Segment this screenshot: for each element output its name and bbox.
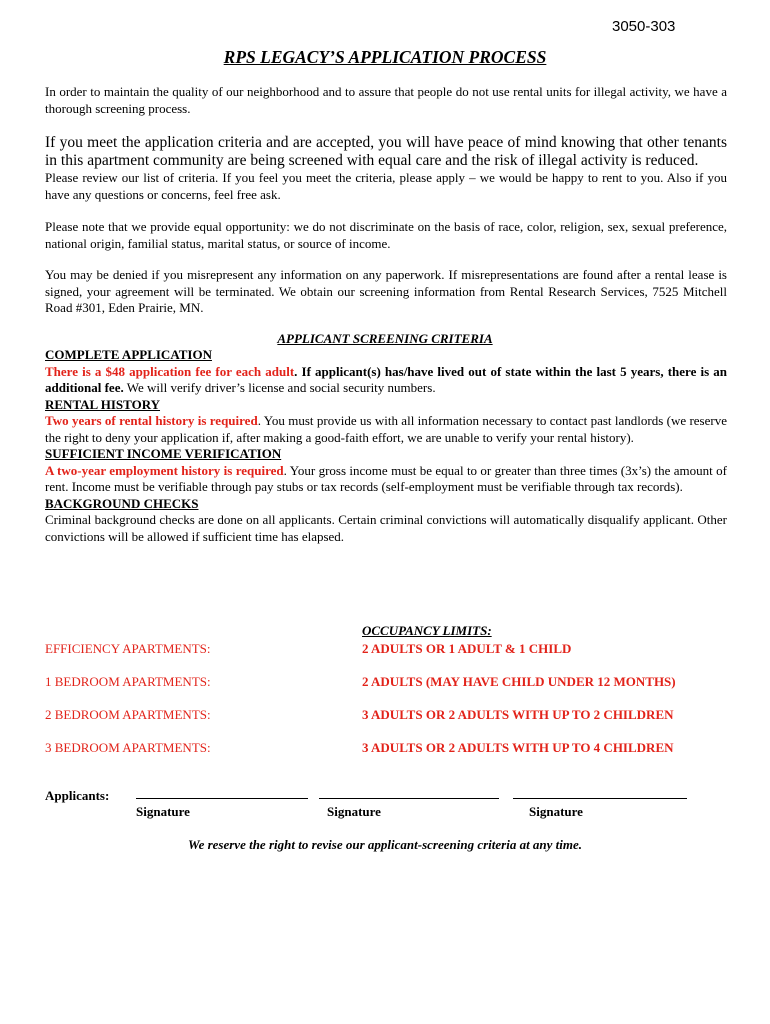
rental-history-details: . You must provide us with all information necessary to contact past landlords (we reserve the right to deny your application if, after making a good-faith effort, we are unable to verify your rental history). bbox=[45, 413, 727, 445]
intro-paragraph-3: Please review our list of criteria. If you feel you meet the criteria, please apply – we would be happy to rent to you. Also if you have any questions or concerns, feel free ask. bbox=[45, 170, 727, 202]
three-bedroom-label: 3 BEDROOM APARTMENTS: bbox=[45, 740, 211, 755]
rental-history-heading: RENTAL HISTORY bbox=[45, 396, 161, 412]
three-bedroom-limit: 3 ADULTS OR 2 ADULTS WITH UP TO 4 CHILDREN bbox=[362, 740, 674, 755]
two-bedroom-limit: 3 ADULTS OR 2 ADULTS WITH UP TO 2 CHILDREN bbox=[362, 707, 674, 722]
one-bedroom-label: 1 BEDROOM APARTMENTS: bbox=[45, 674, 211, 689]
employment-history-requirement: A two-year employment history is required bbox=[45, 462, 284, 478]
applicants-label: Applicants: bbox=[45, 788, 110, 803]
rental-history-requirement: Two years of rental history is required bbox=[45, 413, 258, 428]
complete-application-text bbox=[45, 364, 727, 397]
footer-note: We reserve the right to revise our applicant-screening criteria at any time. bbox=[187, 837, 583, 852]
document-number: 3050-303 bbox=[612, 18, 676, 35]
background-checks-text: Criminal background checks are done on all applicants. Certain criminal convictions will automatically disqualify applicant. Other convictions will be allowed if sufficient time has elapsed. bbox=[45, 512, 727, 544]
complete-application-heading: COMPLETE APPLICATION bbox=[45, 347, 212, 362]
criteria-title: APPLICANT SCREENING CRITERIA bbox=[277, 331, 493, 346]
signature-label-1: Signature bbox=[136, 804, 190, 819]
verify-text: We will verify driver’s license and social security numbers. bbox=[123, 380, 436, 395]
income-details: . Your gross income must be equal to or greater than three times (3x’s) the amount of rent. Income must be verifiable through pay stubs or tax records (self-employment must be verifiable through tax records). bbox=[45, 462, 727, 494]
efficiency-limit: 2 ADULTS OR 1 ADULT & 1 CHILD bbox=[362, 641, 572, 656]
out-of-state-text: . If applicant(s) has/have lived out of state within the last 5 years, there is an additional fee. bbox=[45, 363, 727, 395]
signature-label-3: Signature bbox=[529, 804, 583, 819]
signature-line-1[interactable] bbox=[136, 798, 308, 799]
two-bedroom-label: 2 BEDROOM APARTMENTS: bbox=[45, 707, 211, 722]
efficiency-label: EFFICIENCY APARTMENTS: bbox=[45, 641, 211, 656]
income-text bbox=[45, 463, 727, 496]
criteria-section bbox=[45, 347, 727, 545]
signature-label-2: Signature bbox=[327, 804, 381, 819]
misrepresentation-paragraph: You may be denied if you misrepresent any information on any paperwork. If misrepresentations are found after a rental lease is signed, your agreement will be terminated. We obtain our screening information from Rental Research Services, 7525 Mitchell Road #301, Eden Prairie, MN. bbox=[45, 267, 727, 315]
income-heading: SUFFICIENT INCOME VERIFICATION bbox=[45, 446, 282, 461]
equal-opportunity-paragraph: Please note that we provide equal opportunity: we do not discriminate on the basis of race, color, religion, sex, sexual preference, national origin, familial status, marital status, or source of income. bbox=[45, 219, 727, 251]
intro-paragraph-2: If you meet the application criteria and are accepted, you will have peace of mind knowing that other tenants in this apartment community are being screened with equal care and the risk of illegal activity is reduced. bbox=[45, 134, 727, 169]
one-bedroom-limit: 2 ADULTS (MAY HAVE CHILD UNDER 12 MONTHS) bbox=[362, 674, 676, 689]
page-title: RPS LEGACY’S APPLICATION PROCESS bbox=[223, 47, 547, 67]
signature-line-2[interactable] bbox=[319, 798, 499, 799]
occupancy-limits-heading: OCCUPANCY LIMITS: bbox=[362, 623, 492, 638]
rental-history-text bbox=[45, 413, 727, 446]
application-fee-text: There is a $48 application fee for each adult bbox=[45, 363, 295, 379]
background-checks-heading: BACKGROUND CHECKS bbox=[45, 495, 199, 511]
signature-line-3[interactable] bbox=[513, 798, 687, 799]
intro-paragraph-1: In order to maintain the quality of our neighborhood and to assure that people do not use rental units for illegal activity, we have a thorough screening process. bbox=[45, 84, 727, 116]
